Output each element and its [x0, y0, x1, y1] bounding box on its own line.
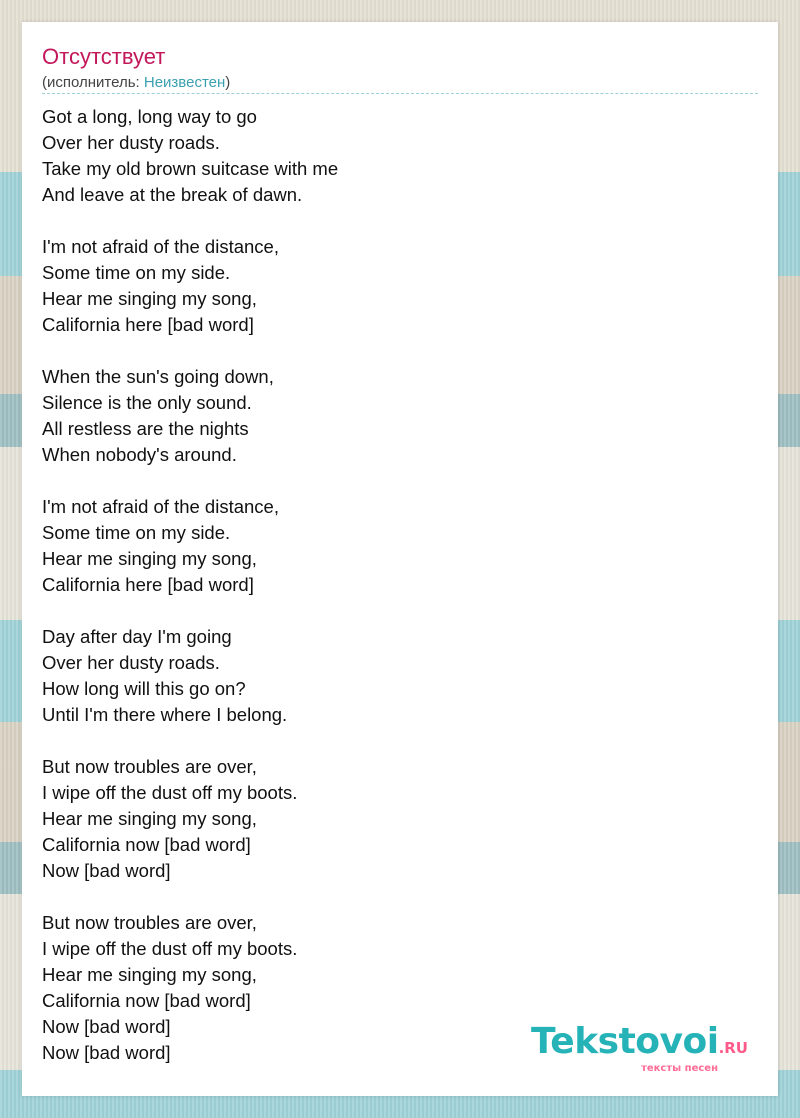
- lyric-line: California here [bad word]: [42, 314, 254, 335]
- title-divider: [42, 93, 758, 94]
- lyric-line: Silence is the only sound.: [42, 392, 252, 413]
- stanza-break: [42, 468, 742, 494]
- logo-main-text: Tekstovoi: [531, 1021, 719, 1062]
- lyric-line: Now [bad word]: [42, 860, 171, 881]
- lyric-line: California now [bad word]: [42, 990, 251, 1011]
- lyric-line: Got a long, long way to go: [42, 106, 257, 127]
- lyric-line: I wipe off the dust off my boots.: [42, 782, 298, 803]
- lyrics-text: [42, 104, 742, 1066]
- lyric-line: When nobody's around.: [42, 444, 237, 465]
- lyric-line: Now [bad word]: [42, 1016, 171, 1037]
- lyric-line: I wipe off the dust off my boots.: [42, 938, 298, 959]
- lyric-line: Take my old brown suitcase with me: [42, 158, 339, 179]
- lyric-line: Until I'm there where I belong.: [42, 704, 288, 725]
- lyric-line: Some time on my side.: [42, 522, 231, 543]
- lyric-line: And leave at the break of dawn.: [42, 184, 303, 205]
- lyric-line: I'm not afraid of the distance,: [42, 236, 279, 257]
- site-logo[interactable]: [531, 1023, 748, 1074]
- artist-prefix: (исполнитель:: [42, 74, 144, 91]
- lyric-line: How long will this go on?: [42, 678, 246, 699]
- lyric-line: Hear me singing my song,: [42, 808, 257, 829]
- stanza-break: [42, 884, 742, 910]
- artist-line: [42, 74, 230, 92]
- lyric-line: All restless are the nights: [42, 418, 249, 439]
- lyric-line: California now [bad word]: [42, 834, 251, 855]
- lyric-line: Hear me singing my song,: [42, 964, 257, 985]
- lyric-line: Day after day I'm going: [42, 626, 232, 647]
- lyric-line: Over her dusty roads.: [42, 132, 220, 153]
- lyric-line: But now troubles are over,: [42, 912, 257, 933]
- lyric-line: California here [bad word]: [42, 574, 254, 595]
- stanza-break: [42, 208, 742, 234]
- lyric-line: Over her dusty roads.: [42, 652, 220, 673]
- lyric-line: When the sun's going down,: [42, 366, 274, 387]
- lyric-line: But now troubles are over,: [42, 756, 257, 777]
- stanza-break: [42, 728, 742, 754]
- song-title: Отсутствует: [42, 44, 166, 69]
- lyrics-card: [22, 22, 778, 1096]
- lyric-line: Some time on my side.: [42, 262, 231, 283]
- artist-suffix: ): [225, 74, 231, 91]
- lyric-line: Hear me singing my song,: [42, 288, 257, 309]
- stanza-break: [42, 338, 742, 364]
- logo-tagline: тексты песен: [641, 1063, 718, 1074]
- lyric-line: Now [bad word]: [42, 1042, 171, 1063]
- logo-wordmark: [531, 1023, 748, 1067]
- artist-link[interactable]: Неизвестен: [143, 74, 226, 91]
- logo-tld: .RU: [718, 1039, 748, 1057]
- lyric-line: Hear me singing my song,: [42, 548, 257, 569]
- stanza-break: [42, 598, 742, 624]
- lyric-line: I'm not afraid of the distance,: [42, 496, 279, 517]
